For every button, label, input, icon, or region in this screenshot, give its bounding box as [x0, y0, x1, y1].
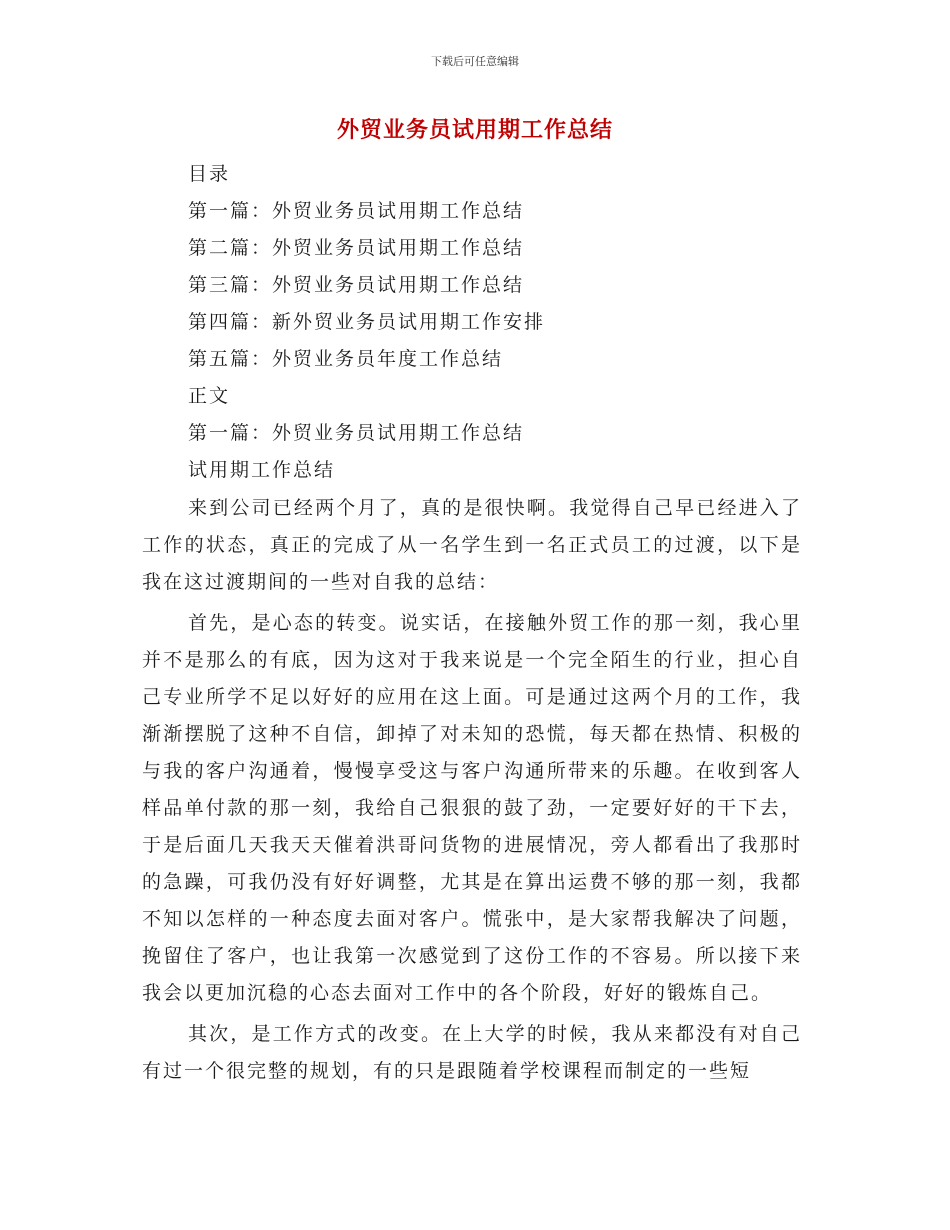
toc-item-2: 第二篇：外贸业务员试用期工作总结	[188, 237, 525, 259]
toc-item-1: 第一篇：外贸业务员试用期工作总结	[188, 200, 525, 222]
body-text	[142, 490, 802, 1094]
paragraph-1: 来到公司已经两个月了，真的是很快啊。我觉得自己早已经进入了工作的状态，真正的完成了从一名学生到一名正式员工的过渡，以下是我在这过渡期间的一些对自我的总结：	[142, 497, 802, 593]
section-title: 第一篇：外贸业务员试用期工作总结	[188, 422, 525, 444]
toc-item-4: 第四篇：新外贸业务员试用期工作安排	[188, 311, 546, 333]
toc-heading: 目录	[188, 163, 231, 185]
document-title: 外贸业务员试用期工作总结	[336, 117, 613, 143]
body-heading: 正文	[188, 385, 231, 407]
toc-item-3: 第三篇：外贸业务员试用期工作总结	[188, 274, 525, 296]
toc-item-5: 第五篇：外贸业务员年度工作总结	[188, 348, 504, 370]
table-of-contents	[188, 156, 828, 489]
header-note: 下载后可任意编辑	[431, 55, 519, 68]
section-subtitle: 试用期工作总结	[188, 459, 336, 481]
paragraph-2: 首先，是心态的转变。说实话，在接触外贸工作的那一刻，我心里并不是那么的有底，因为这对于我来说是一个完全陌生的行业，担心自己专业所学不足以好好的应用在这上面。可是通过这两个月的工作，我渐渐摆脱了这种不自信，卸掉了对未知的恐慌，每天都在热情、积极的与我的客户沟通着，慢慢享受这与客户沟通所带来的乐趣。在收到客人样品单付款的那一刻，我给自己狠狠的鼓了劲，一定要好好的干下去，于是后面几天我天天催着洪哥问货物的进展情况，旁人都看出了我那时的急躁，可我仍没有好好调整，尤其是在算出运费不够的那一刻，我都不知以怎样的一种态度去面对客户。慌张中，是大家帮我解决了问题，挽留住了客户，也让我第一次感觉到了这份工作的不容易。所以接下来我会以更加沉稳的心态去面对工作中的各个阶段，好好的锻炼自己。	[142, 612, 802, 1004]
paragraph-3: 其次，是工作方式的改变。在上大学的时候，我从来都没有对自己有过一个很完整的规划，有的只是跟随着学校课程而制定的一些短	[142, 1023, 802, 1082]
